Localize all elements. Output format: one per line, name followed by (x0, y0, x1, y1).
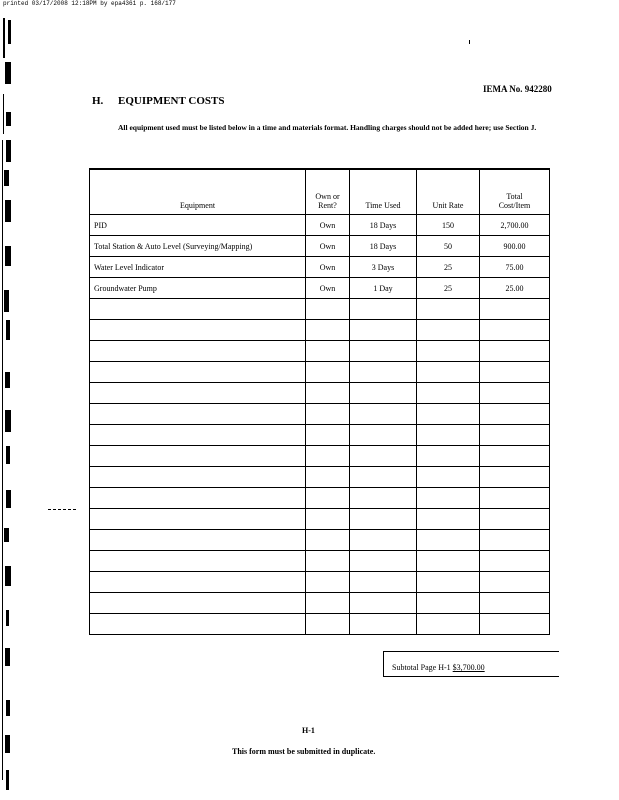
header-unit-rate: Unit Rate (417, 169, 480, 215)
empty-cell (306, 509, 350, 530)
empty-cell (417, 299, 480, 320)
empty-cell (417, 593, 480, 614)
empty-table-row (90, 446, 550, 467)
empty-cell (480, 551, 550, 572)
cell-total: 2,700.00 (480, 215, 550, 236)
empty-cell (350, 404, 417, 425)
empty-cell (417, 467, 480, 488)
empty-cell (417, 551, 480, 572)
cell-time-used: 18 Days (350, 215, 417, 236)
empty-cell (90, 425, 306, 446)
empty-cell (417, 383, 480, 404)
section-title-text: EQUIPMENT COSTS (118, 95, 225, 107)
empty-cell (350, 572, 417, 593)
scan-dash-mark (48, 509, 76, 510)
empty-table-row (90, 488, 550, 509)
empty-cell (350, 425, 417, 446)
empty-cell (480, 341, 550, 362)
empty-cell (350, 446, 417, 467)
empty-cell (306, 320, 350, 341)
cell-equipment: Water Level Indicator (90, 257, 306, 278)
empty-cell (90, 362, 306, 383)
empty-cell (306, 299, 350, 320)
empty-cell (350, 551, 417, 572)
empty-cell (306, 425, 350, 446)
empty-cell (90, 341, 306, 362)
empty-cell (350, 467, 417, 488)
footer-note: This form must be submitted in duplicate. (232, 747, 376, 756)
empty-cell (306, 530, 350, 551)
empty-cell (350, 593, 417, 614)
empty-table-row (90, 614, 550, 635)
empty-cell (417, 362, 480, 383)
empty-cell (350, 362, 417, 383)
empty-table-row (90, 320, 550, 341)
empty-cell (417, 509, 480, 530)
empty-cell (350, 530, 417, 551)
header-own-or-rent-line2: Rent? (318, 201, 337, 210)
empty-cell (350, 320, 417, 341)
subtotal-value: $3,700.00 (452, 663, 485, 672)
empty-cell (417, 488, 480, 509)
empty-table-row (90, 572, 550, 593)
empty-cell (90, 509, 306, 530)
cell-own-or-rent: Own (306, 236, 350, 257)
cell-total: 900.00 (480, 236, 550, 257)
empty-cell (90, 572, 306, 593)
empty-cell (306, 341, 350, 362)
cell-time-used: 3 Days (350, 257, 417, 278)
table-row (90, 236, 550, 257)
table-header-row (90, 169, 550, 215)
empty-cell (480, 614, 550, 635)
empty-cell (90, 404, 306, 425)
header-total-line1: Total (506, 192, 523, 201)
empty-cell (350, 383, 417, 404)
empty-table-row (90, 530, 550, 551)
empty-table-row (90, 299, 550, 320)
empty-cell (480, 467, 550, 488)
empty-cell (90, 488, 306, 509)
table-row (90, 257, 550, 278)
empty-cell (480, 488, 550, 509)
cell-equipment: PID (90, 215, 306, 236)
empty-cell (90, 530, 306, 551)
empty-table-row (90, 404, 550, 425)
cell-time-used: 1 Day (350, 278, 417, 299)
subtotal-line (392, 663, 485, 672)
equipment-cost-table (89, 168, 550, 635)
empty-table-row (90, 425, 550, 446)
empty-cell (306, 446, 350, 467)
empty-cell (350, 614, 417, 635)
empty-table-row (90, 362, 550, 383)
empty-cell (350, 299, 417, 320)
empty-cell (350, 488, 417, 509)
header-total-cost (480, 169, 550, 215)
empty-cell (306, 593, 350, 614)
empty-cell (306, 404, 350, 425)
empty-cell (480, 383, 550, 404)
document-number: IEMA No. 942280 (483, 84, 552, 94)
cell-time-used: 18 Days (350, 236, 417, 257)
binder-edge-marks (0, 0, 40, 800)
subtotal-label: Subtotal Page H-1 (392, 663, 451, 672)
empty-cell (90, 467, 306, 488)
empty-table-row (90, 383, 550, 404)
empty-cell (90, 551, 306, 572)
empty-cell (480, 572, 550, 593)
header-equipment: Equipment (90, 169, 306, 215)
empty-cell (306, 614, 350, 635)
section-title (92, 95, 224, 107)
empty-cell (306, 551, 350, 572)
empty-cell (480, 404, 550, 425)
cell-unit-rate: 25 (417, 257, 480, 278)
header-own-or-rent-line1: Own or (315, 192, 340, 201)
empty-cell (306, 488, 350, 509)
cell-unit-rate: 25 (417, 278, 480, 299)
page-number: H-1 (302, 726, 315, 735)
empty-cell (350, 341, 417, 362)
empty-table-row (90, 551, 550, 572)
print-header: printed 03/17/2008 12:18PM by epa4361 p. 168/177 (3, 0, 176, 7)
empty-cell (306, 572, 350, 593)
header-time-used: Time Used (350, 169, 417, 215)
cell-own-or-rent: Own (306, 278, 350, 299)
cell-equipment: Groundwater Pump (90, 278, 306, 299)
empty-cell (90, 383, 306, 404)
empty-cell (417, 320, 480, 341)
empty-table-row (90, 593, 550, 614)
cell-unit-rate: 50 (417, 236, 480, 257)
empty-table-row (90, 509, 550, 530)
empty-cell (350, 509, 417, 530)
scan-tick-mark (469, 40, 470, 44)
empty-table-row (90, 341, 550, 362)
cell-unit-rate: 150 (417, 215, 480, 236)
empty-cell (417, 614, 480, 635)
header-own-or-rent (306, 169, 350, 215)
empty-cell (306, 383, 350, 404)
empty-cell (90, 593, 306, 614)
empty-cell (480, 299, 550, 320)
empty-cell (90, 299, 306, 320)
empty-cell (417, 572, 480, 593)
cell-own-or-rent: Own (306, 257, 350, 278)
empty-cell (480, 593, 550, 614)
empty-cell (90, 446, 306, 467)
header-total-line2: Cost/Item (498, 201, 531, 210)
empty-cell (480, 530, 550, 551)
empty-cell (417, 530, 480, 551)
empty-cell (90, 614, 306, 635)
empty-cell (480, 362, 550, 383)
empty-cell (90, 320, 306, 341)
empty-table-row (90, 467, 550, 488)
empty-cell (306, 467, 350, 488)
empty-cell (480, 509, 550, 530)
empty-cell (417, 341, 480, 362)
empty-cell (417, 404, 480, 425)
empty-cell (417, 425, 480, 446)
table-body (90, 215, 550, 635)
section-instructions: All equipment used must be listed below in a time and materials format. Handling charges should not be added here; use Section J. (118, 123, 537, 132)
table-row (90, 278, 550, 299)
cell-total: 25.00 (480, 278, 550, 299)
cell-own-or-rent: Own (306, 215, 350, 236)
empty-cell (480, 320, 550, 341)
section-number: H. (92, 95, 104, 107)
empty-cell (480, 446, 550, 467)
empty-cell (306, 362, 350, 383)
empty-cell (417, 446, 480, 467)
table-row (90, 215, 550, 236)
cell-equipment: Total Station & Auto Level (Surveying/Mapping) (90, 236, 306, 257)
cell-total: 75.00 (480, 257, 550, 278)
empty-cell (480, 425, 550, 446)
